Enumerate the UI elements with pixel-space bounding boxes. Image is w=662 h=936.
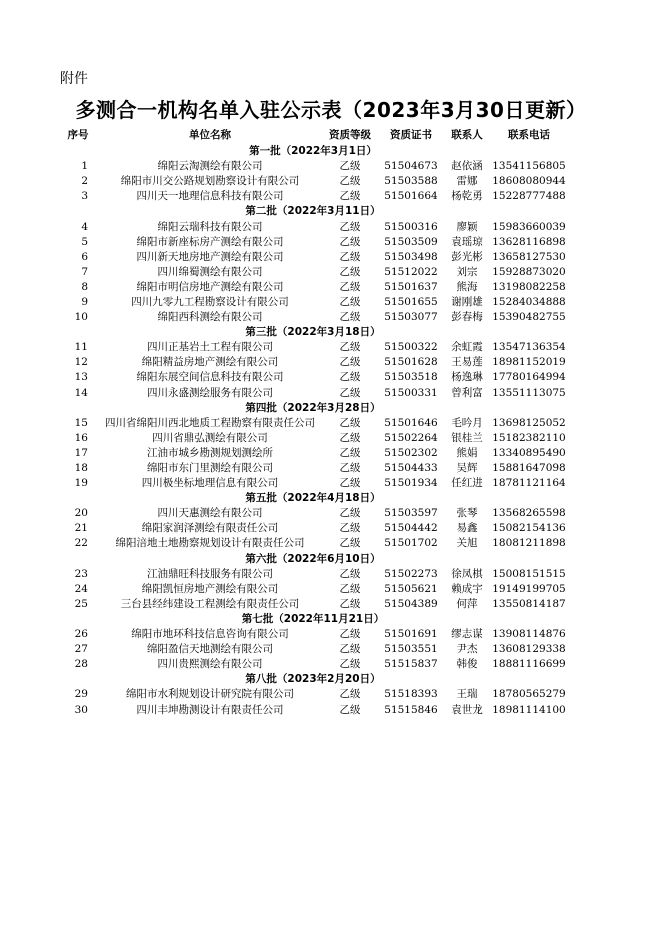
certificate-no: 51503518 xyxy=(384,371,438,384)
certificate-no: 51503498 xyxy=(384,250,438,263)
header-phone: 联系电话 xyxy=(508,128,550,141)
unit-name: 绵阳精益房地产测绘有限公司 xyxy=(141,356,279,369)
row-number: 22 xyxy=(74,537,88,550)
batch-header-row xyxy=(58,491,568,506)
qualification-level: 乙级 xyxy=(339,265,361,278)
table-row xyxy=(58,476,568,491)
header-qualification: 资质等级 xyxy=(329,128,371,141)
contact-phone: 15008151515 xyxy=(492,567,566,580)
certificate-no: 51501934 xyxy=(384,477,438,490)
table-row xyxy=(58,386,568,401)
unit-name: 绵阳东展空间信息科技有限公司 xyxy=(136,371,284,384)
table-row xyxy=(58,295,568,310)
contact-person: 尹杰 xyxy=(456,643,478,656)
header-row xyxy=(58,124,568,144)
contact-phone: 15983660039 xyxy=(492,220,566,233)
contact-phone: 15082154136 xyxy=(492,522,566,535)
batch-header-row xyxy=(58,144,568,159)
certificate-no: 51504442 xyxy=(384,522,438,535)
contact-phone: 18608080944 xyxy=(492,175,566,188)
row-number: 9 xyxy=(81,295,88,308)
certificate-no: 51504673 xyxy=(384,160,438,173)
contact-person: 熊海 xyxy=(456,280,478,293)
attachment-label: 附件 xyxy=(60,71,88,87)
unit-name: 绵阳涪地土地勘察规划设计有限责任公司 xyxy=(115,537,305,550)
batch-title: 第二批（2022年3月11日） xyxy=(245,205,381,218)
row-number: 8 xyxy=(81,280,88,293)
contact-phone: 18081211898 xyxy=(492,537,566,550)
unit-name: 三台县经纬建设工程测绘有限责任公司 xyxy=(120,597,300,610)
batch-header-row xyxy=(58,204,568,219)
contact-person: 袁瑶琼 xyxy=(451,235,483,248)
table-row xyxy=(58,370,568,385)
row-number: 28 xyxy=(74,658,88,671)
unit-name: 四川正基岩土工程有限公司 xyxy=(147,341,273,354)
contact-person: 彭光彬 xyxy=(451,250,483,263)
qualification-level: 乙级 xyxy=(339,311,361,324)
contact-person: 易鑫 xyxy=(456,522,478,535)
contact-person: 何萍 xyxy=(456,597,478,610)
certificate-no: 51504433 xyxy=(384,462,438,475)
unit-name: 绵阳家润泽测绘有限责任公司 xyxy=(141,522,279,535)
certificate-no: 51501655 xyxy=(384,295,438,308)
qualification-level: 乙级 xyxy=(339,431,361,444)
unit-name: 绵阳市新座标房产测绘有限公司 xyxy=(136,235,284,248)
certificate-no: 51501691 xyxy=(384,628,438,641)
table-row xyxy=(58,416,568,431)
qualification-level: 乙级 xyxy=(339,703,361,716)
certificate-no: 51515837 xyxy=(384,658,438,671)
contact-phone: 19149199705 xyxy=(492,582,566,595)
unit-name: 江油鼎旺科技服务有限公司 xyxy=(147,567,273,580)
qualification-level: 乙级 xyxy=(339,235,361,248)
contact-phone: 18780565279 xyxy=(492,688,566,701)
qualification-level: 乙级 xyxy=(339,688,361,701)
qualification-level: 乙级 xyxy=(339,371,361,384)
table-row xyxy=(58,582,568,597)
qualification-level: 乙级 xyxy=(339,341,361,354)
batch-title: 第七批（2022年11月21日） xyxy=(241,612,385,625)
unit-name: 绵阳市川交公路规划勘察设计有限公司 xyxy=(120,175,300,188)
qualification-level: 乙级 xyxy=(339,628,361,641)
row-number: 4 xyxy=(81,220,88,233)
header-no: 序号 xyxy=(67,128,89,141)
unit-name: 绵阳盈信天地测绘有限公司 xyxy=(147,643,273,656)
qualification-level: 乙级 xyxy=(339,386,361,399)
header-unit-name: 单位名称 xyxy=(189,128,231,141)
row-number: 24 xyxy=(74,582,88,595)
unit-name: 四川新天地房地产测绘有限公司 xyxy=(136,250,284,263)
table-row xyxy=(58,567,568,582)
contact-person: 关旭 xyxy=(456,537,478,550)
contact-person: 赵依涵 xyxy=(451,160,483,173)
contact-person: 银桂兰 xyxy=(451,431,483,444)
row-number: 30 xyxy=(74,703,88,716)
contact-phone: 15182382110 xyxy=(492,431,566,444)
table-row xyxy=(58,657,568,672)
batch-header-row xyxy=(58,612,568,627)
certificate-no: 51503509 xyxy=(384,235,438,248)
contact-phone: 13698125052 xyxy=(492,416,566,429)
row-number: 27 xyxy=(74,643,88,656)
table-row xyxy=(58,687,568,702)
contact-phone: 13541156805 xyxy=(492,160,566,173)
qualification-level: 乙级 xyxy=(339,280,361,293)
row-number: 20 xyxy=(74,507,88,520)
batch-title: 第三批（2022年3月18日） xyxy=(245,326,381,339)
row-number: 18 xyxy=(74,462,88,475)
unit-name: 四川永盛测绘服务有限公司 xyxy=(147,386,273,399)
header-certificate: 资质证书 xyxy=(390,128,432,141)
contact-person: 缪志谋 xyxy=(451,628,483,641)
contact-phone: 13550814187 xyxy=(492,597,566,610)
row-number: 5 xyxy=(81,235,88,248)
certificate-no: 51501637 xyxy=(384,280,438,293)
contact-phone: 17780164994 xyxy=(492,371,566,384)
unit-name: 四川省绵阳川西北地质工程勘察有限责任公司 xyxy=(105,416,315,429)
row-number: 25 xyxy=(74,597,88,610)
contact-person: 袁世龙 xyxy=(451,703,483,716)
unit-name: 绵阳市水利规划设计研究院有限公司 xyxy=(126,688,294,701)
contact-phone: 13628116898 xyxy=(492,235,566,248)
batch-title: 第八批（2023年2月20日） xyxy=(245,673,381,686)
batch-header-row xyxy=(58,672,568,687)
contact-phone: 18981152019 xyxy=(492,356,566,369)
registry-table xyxy=(58,124,568,718)
batch-title: 第六批（2022年6月10日） xyxy=(245,552,381,565)
contact-person: 王瑞 xyxy=(456,688,478,701)
table-row xyxy=(58,597,568,612)
table-row xyxy=(58,627,568,642)
row-number: 21 xyxy=(74,522,88,535)
row-number: 10 xyxy=(74,311,88,324)
qualification-level: 乙级 xyxy=(339,567,361,580)
row-number: 7 xyxy=(81,265,88,278)
qualification-level: 乙级 xyxy=(339,597,361,610)
table-row xyxy=(58,355,568,370)
table-row xyxy=(58,642,568,657)
page-title: 多测合一机构名单入驻公示表（2023年3月30日更新） xyxy=(75,98,587,122)
qualification-level: 乙级 xyxy=(339,416,361,429)
qualification-level: 乙级 xyxy=(339,190,361,203)
unit-name: 四川贵熙测绘有限公司 xyxy=(157,658,263,671)
row-number: 11 xyxy=(74,341,88,354)
table-row xyxy=(58,340,568,355)
unit-name: 四川天惠测绘有限公司 xyxy=(157,507,263,520)
unit-name: 四川省鼎弘测绘有限公司 xyxy=(152,431,268,444)
certificate-no: 51505621 xyxy=(384,582,438,595)
batch-title: 第一批（2022年3月1日） xyxy=(249,145,377,158)
row-number: 23 xyxy=(74,567,88,580)
batch-header-row xyxy=(58,325,568,340)
unit-name: 江油市城乡勘测规划测绘所 xyxy=(147,446,273,459)
certificate-no: 51503551 xyxy=(384,643,438,656)
table-row xyxy=(58,536,568,551)
table-row xyxy=(58,189,568,204)
contact-person: 徐凤棋 xyxy=(451,567,483,580)
qualification-level: 乙级 xyxy=(339,658,361,671)
certificate-no: 51500316 xyxy=(384,220,438,233)
batch-title: 第五批（2022年4月18日） xyxy=(245,492,381,505)
certificate-no: 51503588 xyxy=(384,175,438,188)
contact-person: 杨逸琳 xyxy=(451,371,483,384)
row-number: 6 xyxy=(81,250,88,263)
qualification-level: 乙级 xyxy=(339,220,361,233)
qualification-level: 乙级 xyxy=(339,643,361,656)
contact-phone: 13608129338 xyxy=(492,643,566,656)
unit-name: 四川九零九工程勘察设计有限公司 xyxy=(131,295,289,308)
contact-phone: 15881647098 xyxy=(492,462,566,475)
row-number: 17 xyxy=(74,446,88,459)
certificate-no: 51515846 xyxy=(384,703,438,716)
contact-person: 廖颖 xyxy=(456,220,478,233)
table-row xyxy=(58,159,568,174)
contact-person: 熊娟 xyxy=(456,446,478,459)
certificate-no: 51501628 xyxy=(384,356,438,369)
contact-person: 刘宗 xyxy=(456,265,478,278)
table-row xyxy=(58,235,568,250)
contact-person: 赖成宇 xyxy=(451,582,483,595)
certificate-no: 51502264 xyxy=(384,431,438,444)
contact-phone: 13568265598 xyxy=(492,507,566,520)
qualification-level: 乙级 xyxy=(339,160,361,173)
table-row xyxy=(58,174,568,189)
qualification-level: 乙级 xyxy=(339,175,361,188)
batch-header-row xyxy=(58,401,568,416)
row-number: 29 xyxy=(74,688,88,701)
table-row xyxy=(58,446,568,461)
qualification-level: 乙级 xyxy=(339,462,361,475)
unit-name: 四川极坐标地理信息有限公司 xyxy=(141,477,279,490)
contact-phone: 18981114100 xyxy=(492,703,566,716)
contact-person: 韩俊 xyxy=(456,658,478,671)
unit-name: 四川绵蜀测绘有限公司 xyxy=(157,265,263,278)
header-contact: 联系人 xyxy=(451,128,483,141)
qualification-level: 乙级 xyxy=(339,507,361,520)
batch-header-row xyxy=(58,552,568,567)
row-number: 12 xyxy=(74,356,88,369)
contact-phone: 13340895490 xyxy=(492,446,566,459)
contact-phone: 13908114876 xyxy=(492,628,566,641)
batch-title: 第四批（2022年3月28日） xyxy=(245,401,381,414)
unit-name: 绵阳西科测绘有限公司 xyxy=(157,311,263,324)
certificate-no: 51501664 xyxy=(384,190,438,203)
table-row xyxy=(58,310,568,325)
row-number: 1 xyxy=(81,160,88,173)
certificate-no: 51503597 xyxy=(384,507,438,520)
table-row xyxy=(58,506,568,521)
contact-person: 杨乾勇 xyxy=(451,190,483,203)
qualification-level: 乙级 xyxy=(339,522,361,535)
unit-name: 四川丰坤勘测设计有限责任公司 xyxy=(136,703,284,716)
row-number: 26 xyxy=(74,628,88,641)
unit-name: 绵阳云淘测绘有限公司 xyxy=(157,160,263,173)
row-number: 14 xyxy=(74,386,88,399)
contact-person: 余虹霞 xyxy=(451,341,483,354)
contact-phone: 15928873020 xyxy=(492,265,566,278)
contact-phone: 18881116699 xyxy=(492,658,566,671)
qualification-level: 乙级 xyxy=(339,446,361,459)
table-row xyxy=(58,521,568,536)
unit-name: 四川天一地理信息科技有限公司 xyxy=(136,190,284,203)
certificate-no: 51501702 xyxy=(384,537,438,550)
table-row xyxy=(58,250,568,265)
table-row xyxy=(58,461,568,476)
contact-person: 任红进 xyxy=(451,477,483,490)
certificate-no: 51500322 xyxy=(384,341,438,354)
certificate-no: 51500331 xyxy=(384,386,438,399)
certificate-no: 51503077 xyxy=(384,311,438,324)
certificate-no: 51518393 xyxy=(384,688,438,701)
row-number: 15 xyxy=(74,416,88,429)
unit-name: 绵阳市明信房地产测绘有限公司 xyxy=(136,280,284,293)
row-number: 16 xyxy=(74,431,88,444)
table-row xyxy=(58,431,568,446)
unit-name: 绵阳云瑞科技有限公司 xyxy=(157,220,263,233)
contact-person: 雷娜 xyxy=(456,175,478,188)
contact-phone: 15284034888 xyxy=(492,295,566,308)
contact-phone: 13658127530 xyxy=(492,250,566,263)
table-row xyxy=(58,280,568,295)
contact-person: 谢刚雄 xyxy=(451,295,483,308)
row-number: 3 xyxy=(81,190,88,203)
contact-person: 彭春梅 xyxy=(451,311,483,324)
contact-person: 曾利富 xyxy=(451,386,483,399)
row-number: 13 xyxy=(74,371,88,384)
certificate-no: 51502273 xyxy=(384,567,438,580)
table-row xyxy=(58,219,568,234)
qualification-level: 乙级 xyxy=(339,537,361,550)
qualification-level: 乙级 xyxy=(339,250,361,263)
qualification-level: 乙级 xyxy=(339,582,361,595)
certificate-no: 51501646 xyxy=(384,416,438,429)
unit-name: 绵阳市地环科技信息咨询有限公司 xyxy=(131,628,289,641)
contact-person: 王易莲 xyxy=(451,356,483,369)
table-row xyxy=(58,702,568,717)
contact-person: 毛吟月 xyxy=(451,416,483,429)
qualification-level: 乙级 xyxy=(339,356,361,369)
row-number: 19 xyxy=(74,477,88,490)
contact-phone: 15228777488 xyxy=(492,190,566,203)
unit-name: 绵阳凯恒房地产测绘有限公司 xyxy=(141,582,279,595)
contact-phone: 18781121164 xyxy=(492,477,566,490)
table-body xyxy=(58,144,568,718)
contact-phone: 13198082258 xyxy=(492,280,566,293)
qualification-level: 乙级 xyxy=(339,295,361,308)
row-number: 2 xyxy=(81,175,88,188)
contact-person: 张琴 xyxy=(456,507,478,520)
contact-phone: 13551113075 xyxy=(492,386,566,399)
unit-name: 绵阳市东门里测绘有限公司 xyxy=(147,462,273,475)
certificate-no: 51502302 xyxy=(384,446,438,459)
qualification-level: 乙级 xyxy=(339,477,361,490)
contact-phone: 15390482755 xyxy=(492,311,566,324)
table-row xyxy=(58,265,568,280)
contact-person: 吴辉 xyxy=(456,462,478,475)
certificate-no: 51504389 xyxy=(384,597,438,610)
contact-phone: 13547136354 xyxy=(492,341,566,354)
certificate-no: 51512022 xyxy=(384,265,438,278)
